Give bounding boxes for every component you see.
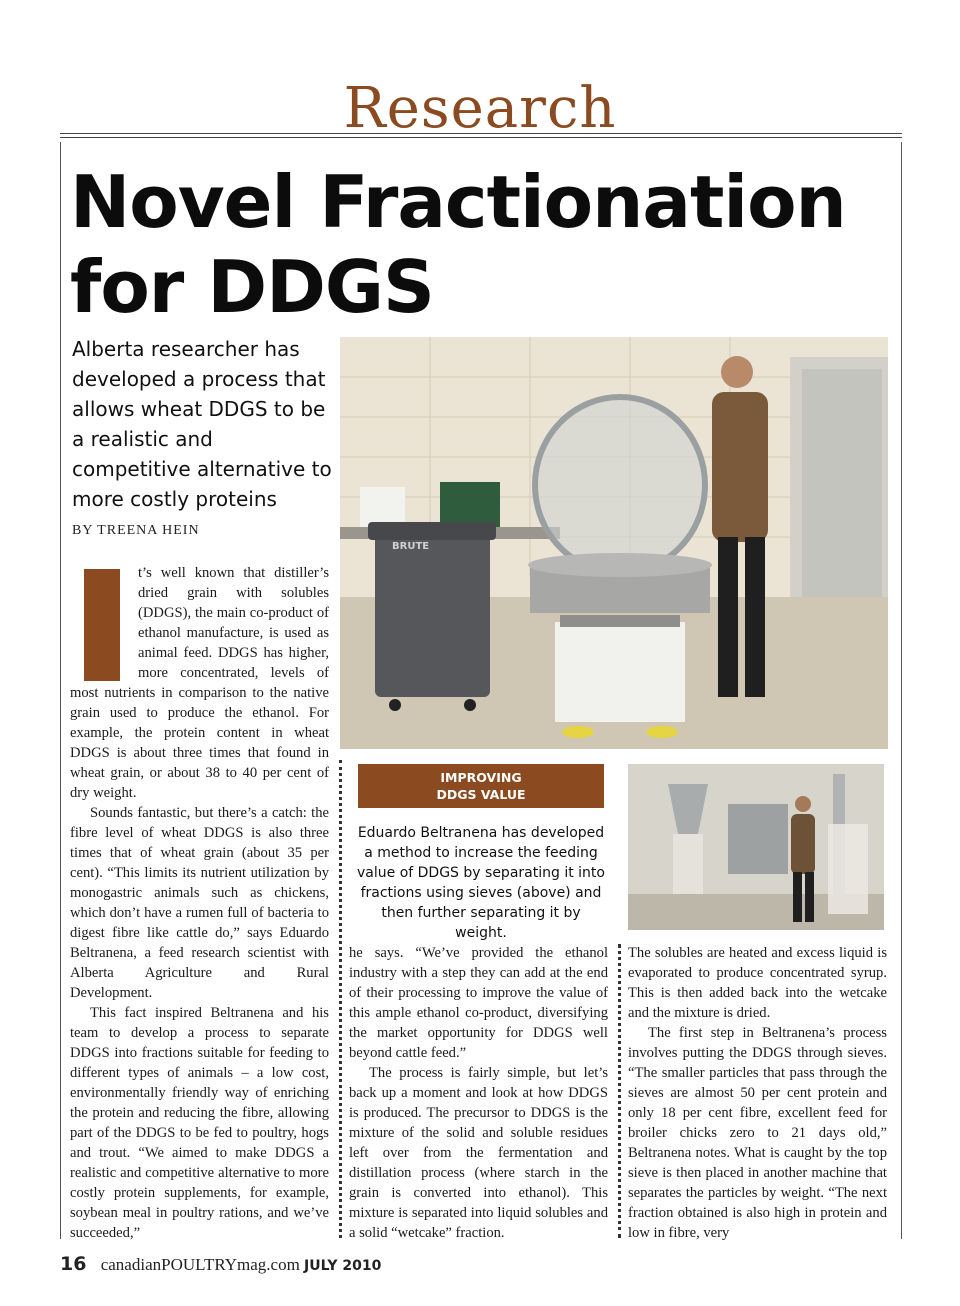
issue-date: JULY 2010 [304,1258,382,1274]
caption-heading-line-1: IMPROVING [440,770,522,785]
article-column-1 [70,563,329,1243]
paragraph: The first step in Beltranena’s process involves putting the DDGS through sieves. “The smaller particles that pass through the sieves are almost 50 per cent protein and only 18 per cent fibre, excellent feed for broiler chicks zero to 21 days old,” Beltranena notes. What is caught by the top sieve is then placed in another machine that separates the particles by weight. “The next fraction obtained is also high in protein and low in fibre, very [628,1025,887,1241]
drop-cap [84,569,120,681]
weight-separator-photo [628,764,884,930]
paragraph: The solubles are heated and excess liquid is evaporated to produce concentrated syrup. This is then added back into the wetcake and the mixture is dried. [628,945,887,1021]
headline: Novel Fractionation for DDGS [70,160,846,329]
secondary-photo [628,764,884,930]
paragraph: This fact inspired Beltranena and his team to develop a process to separate DDGS into fractions suitable for feeding to different types of animals – a low cost, environmentally friendly way of enriching the protein and reducing the fibre, allowing part of the DDGS to be fed to poultry, hogs and trout. “We aimed to make DDGS a realistic and competitive alternative to more costly protein supplements, for example, soybean meal in poultry rations, and we’ve succeeded,” [70,1005,329,1241]
paragraph: Sounds fantastic, but there’s a catch: the fibre level of wheat DDGS is also three times that of wheat grain (about 35 per cent). “This limits its nutrient utilization by monogastric animals such as chickens, which don’t have a rumen full of bacteria to digest fibre like cattle do,” says Eduardo Beltranena, a feed research scientist with Alberta Agriculture and Rural Development. [70,805,329,1001]
column-divider [339,760,342,1238]
svg-text:BRUTE: BRUTE [392,541,430,552]
sieve-machine-photo [340,337,888,749]
paragraph: he says. “We’ve provided the ethanol industry with a step they can add at the end of their processing to improve the value of this ample ethanol co-product, diversifying the market opportunity for DDGS well beyond cattle feed.” [349,945,608,1061]
deck: Alberta researcher has developed a process that allows wheat DDGS to be a realistic and competitive alternative to more costly proteins [72,337,332,511]
caption-heading-line-2: DDGS VALUE [436,787,526,802]
byline: BY TREENA HEIN [72,523,200,538]
paragraph: t’s well known that distiller’s dried grain with solubles (DDGS), the main co-product of ethanol manufacture, is used as animal feed. DDGS has higher, more concentrated, levels of most nutrients in comparison to the native grain used to produce the ethanol. For example, the protein content in wheat DDGS is about three times that found in wheat grain, or about 38 to 40 per cent of dry weight. [70,565,329,801]
header-rule [60,133,902,134]
caption-heading [358,764,604,808]
section-title: Research [343,76,617,141]
main-photo [340,337,888,749]
magazine-site: canadianPOULTRYmag.com [100,1255,300,1274]
paragraph: The process is fairly simple, but let’s back up a moment and look at how DDGS is produced. The precursor to DDGS is the mixture of the solid and soluble residues left over from the fermentation and distillation process (where starch in the grain is converted into ethanol). This mixture is separated into liquid solubles and a solid “wetcake” fraction. [349,1065,608,1241]
page-number: 16 [60,1253,87,1275]
column-divider [618,944,621,1238]
article-column-2 [349,943,608,1243]
page-footer [60,1253,381,1275]
header-rule-secondary [60,137,902,138]
photo-caption: Eduardo Beltranena has developed a method to increase the feeding value of DDGS by separating it into fractions using sieves (above) and then further separating it by weight. [357,825,605,941]
article-column-3 [628,943,887,1243]
